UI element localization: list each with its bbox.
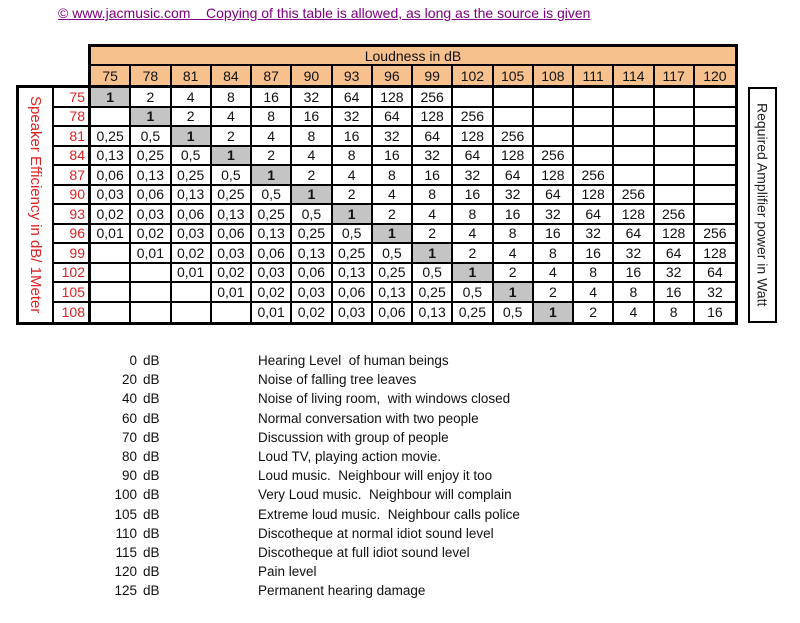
power-cell: 0,01 [91, 225, 131, 245]
power-cell [614, 166, 654, 186]
power-cell: 64 [614, 225, 654, 245]
power-cell: 32 [655, 264, 695, 284]
power-cell: 0,13 [91, 147, 131, 167]
power-cell [534, 108, 574, 128]
power-cell: 64 [655, 244, 695, 264]
power-cell [695, 205, 735, 225]
db-level-value: 70 [121, 429, 137, 445]
db-level-row [0, 543, 800, 562]
power-cell: 1 [91, 88, 131, 108]
row-header: 102 [52, 264, 88, 284]
db-level-unit: dB [143, 487, 160, 503]
db-level-description: Discussion with group of people [258, 429, 449, 445]
row-header: 99 [52, 244, 88, 264]
power-cell [172, 303, 212, 323]
power-cell: 1 [333, 205, 373, 225]
row-header: 93 [52, 205, 88, 225]
power-cell: 256 [614, 186, 654, 206]
power-cell: 256 [695, 225, 735, 245]
power-cell: 16 [333, 127, 373, 147]
power-cell: 4 [172, 88, 212, 108]
power-cell: 2 [494, 264, 534, 284]
power-cell: 0,25 [252, 205, 292, 225]
power-cell [172, 283, 212, 303]
power-cell: 0,5 [413, 264, 453, 284]
power-cell: 32 [373, 127, 413, 147]
power-cell: 16 [413, 166, 453, 186]
power-cell: 1 [494, 283, 534, 303]
power-cell: 16 [453, 186, 493, 206]
power-cell: 0,25 [453, 303, 493, 323]
loudness-col-header: 99 [413, 66, 453, 86]
power-cell [655, 166, 695, 186]
power-cell: 0,25 [333, 244, 373, 264]
power-cell: 16 [252, 88, 292, 108]
db-level-value: 115 [115, 544, 137, 560]
power-cell: 0,13 [292, 244, 332, 264]
power-cell: 1 [534, 303, 574, 323]
power-cell: 0,5 [212, 166, 252, 186]
db-level-value: 120 [114, 564, 137, 580]
power-cell: 16 [574, 244, 614, 264]
power-cell: 1 [413, 244, 453, 264]
row-header: 81 [52, 127, 88, 147]
power-cell [91, 244, 131, 264]
power-cell [453, 88, 493, 108]
power-cell: 64 [494, 166, 534, 186]
power-cell [91, 264, 131, 284]
power-cell: 32 [695, 283, 735, 303]
power-cell: 2 [453, 244, 493, 264]
db-level-value: 40 [121, 391, 137, 407]
db-level-value: 20 [121, 372, 137, 388]
power-cell [91, 303, 131, 323]
power-cell: 1 [212, 147, 252, 167]
power-cell: 0,5 [172, 147, 212, 167]
power-cell [655, 108, 695, 128]
power-cell: 1 [252, 166, 292, 186]
power-cell [494, 88, 534, 108]
power-cell: 8 [494, 225, 534, 245]
power-cell: 0,01 [131, 244, 171, 264]
power-cell: 2 [212, 127, 252, 147]
loudness-col-header: 117 [655, 66, 695, 86]
power-cell: 0,5 [292, 205, 332, 225]
power-cell [695, 108, 735, 128]
power-cell: 256 [413, 88, 453, 108]
loudness-col-header: 114 [614, 66, 654, 86]
power-cell: 64 [373, 108, 413, 128]
power-cell: 2 [172, 108, 212, 128]
power-cell: 8 [292, 127, 332, 147]
power-cell: 0,13 [373, 283, 413, 303]
power-cell: 0,06 [212, 225, 252, 245]
power-cell: 0,06 [292, 264, 332, 284]
power-cell: 1 [292, 186, 332, 206]
db-level-row [0, 428, 800, 447]
row-header: 105 [52, 283, 88, 303]
row-header: 108 [52, 303, 88, 323]
power-cell: 0,03 [91, 186, 131, 206]
power-cell: 128 [373, 88, 413, 108]
power-cell: 0,03 [131, 205, 171, 225]
loudness-col-header: 120 [703, 68, 727, 84]
db-level-row [0, 466, 800, 485]
power-cell: 128 [494, 147, 534, 167]
power-cell [574, 147, 614, 167]
db-level-description: Discotheque at full idiot sound level [258, 544, 470, 560]
power-cell [614, 147, 654, 167]
power-cell: 32 [292, 88, 332, 108]
power-cell: 0,5 [494, 303, 534, 323]
power-cell: 4 [292, 147, 332, 167]
power-cell: 0,25 [292, 225, 332, 245]
power-cell: 16 [655, 283, 695, 303]
power-cell: 16 [707, 304, 723, 321]
power-cell: 0,06 [172, 205, 212, 225]
db-level-unit: dB [143, 506, 160, 522]
row-header: 87 [52, 166, 88, 186]
copyright-source-link[interactable]: © www.jacmusic.com Copying of this table is allowed, as long as the source is given [58, 5, 591, 21]
power-cell: 0,13 [172, 186, 212, 206]
power-cell: 64 [695, 264, 735, 284]
db-level-row [0, 524, 800, 543]
db-level-description: Loud music. Neighbour will enjoy it too [258, 468, 493, 484]
power-cell: 2 [413, 225, 453, 245]
db-level-description: Loud TV, playing action movie. [258, 449, 442, 465]
power-cell: 0,5 [131, 127, 171, 147]
db-level-description: Very Loud music. Neighbour will complain [258, 487, 512, 503]
power-cell: 0,13 [333, 264, 373, 284]
power-cell: 0,02 [212, 264, 252, 284]
loudness-col-header: 75 [91, 66, 131, 86]
power-cell: 128 [655, 225, 695, 245]
power-cell: 0,5 [373, 244, 413, 264]
power-cell: 32 [574, 225, 614, 245]
loudness-col-header: 81 [172, 66, 212, 86]
loudness-header [88, 44, 738, 89]
amplifier-power-label: Required Amplifier power in Watt [754, 103, 771, 307]
power-cell: 0,25 [91, 127, 131, 147]
power-cell: 2 [574, 303, 614, 323]
power-cell [574, 108, 614, 128]
power-cell: 4 [413, 205, 453, 225]
power-cell: 0,13 [212, 205, 252, 225]
power-cell: 128 [574, 186, 614, 206]
power-cell [695, 127, 735, 147]
power-cell: 0,03 [252, 264, 292, 284]
power-cell [574, 88, 614, 108]
power-cell [91, 108, 131, 128]
power-cell: 0,03 [212, 244, 252, 264]
loudness-col-header: 90 [292, 66, 332, 86]
power-cell: 4 [252, 127, 292, 147]
power-cell [695, 147, 735, 167]
speaker-efficiency-box [16, 85, 91, 325]
power-cell: 1 [453, 264, 493, 284]
db-level-row [0, 370, 800, 389]
db-level-unit: dB [143, 544, 160, 560]
db-level-row [0, 447, 800, 466]
power-cell: 4 [333, 166, 373, 186]
power-cell: 8 [413, 186, 453, 206]
power-cell: 32 [614, 244, 654, 264]
power-cell: 1 [172, 127, 212, 147]
power-cell: 16 [373, 147, 413, 167]
db-level-row [0, 581, 800, 600]
power-cell: 0,03 [333, 303, 373, 323]
power-cell [655, 186, 695, 206]
db-level-unit: dB [143, 372, 160, 388]
power-cell: 0,02 [252, 283, 292, 303]
power-cell: 8 [373, 166, 413, 186]
power-cell: 0,06 [373, 303, 413, 323]
db-level-value: 80 [121, 449, 137, 465]
power-cell [212, 303, 252, 323]
db-level-description: Normal conversation with two people [258, 410, 479, 426]
amplifier-power-box [748, 87, 777, 323]
power-cell: 0,5 [333, 225, 373, 245]
power-cell: 0,01 [172, 264, 212, 284]
loudness-col-header: 93 [333, 66, 373, 86]
power-cell: 16 [534, 225, 574, 245]
power-cell: 0,06 [333, 283, 373, 303]
db-level-unit: dB [143, 353, 160, 369]
db-level-row [0, 389, 800, 408]
db-level-unit: dB [143, 583, 160, 599]
db-level-unit: dB [143, 564, 160, 580]
power-cell: 32 [534, 205, 574, 225]
power-cell: 256 [655, 205, 695, 225]
power-cell [695, 88, 735, 108]
db-level-description: Extreme loud music. Neighbour calls police [258, 506, 520, 522]
db-level-unit: dB [143, 391, 160, 407]
power-cell: 8 [212, 88, 252, 108]
power-cell [574, 127, 614, 147]
power-cell: 0,02 [292, 303, 332, 323]
loudness-col-header: 102 [453, 66, 493, 86]
power-cell: 0,03 [172, 225, 212, 245]
power-cell: 2 [333, 186, 373, 206]
power-cell: 0,13 [131, 166, 171, 186]
power-cell: 2 [373, 205, 413, 225]
power-cell: 128 [534, 166, 574, 186]
power-cell: 64 [534, 186, 574, 206]
db-level-value: 60 [121, 410, 137, 426]
power-cell [655, 147, 695, 167]
power-cell [695, 166, 735, 186]
power-cell: 0,25 [373, 264, 413, 284]
db-level-row [0, 351, 800, 370]
power-cell: 64 [333, 88, 373, 108]
power-cell: 128 [413, 108, 453, 128]
power-cell: 8 [574, 264, 614, 284]
db-level-value: 90 [121, 468, 137, 484]
power-cell: 0,03 [292, 283, 332, 303]
power-cell [131, 264, 171, 284]
power-cell: 4 [494, 244, 534, 264]
power-cell [614, 88, 654, 108]
db-level-description: Hearing Level of human beings [258, 353, 449, 369]
power-cell: 0,01 [252, 303, 292, 323]
loudness-col-header: 87 [252, 66, 292, 86]
power-cell: 256 [453, 108, 493, 128]
db-level-list [0, 351, 800, 600]
power-cell [614, 127, 654, 147]
power-cell: 0,13 [252, 225, 292, 245]
power-cell: 32 [494, 186, 534, 206]
db-level-value: 105 [114, 506, 137, 522]
db-level-value: 110 [115, 525, 137, 541]
power-cell: 0,02 [172, 244, 212, 264]
power-cell [695, 186, 735, 206]
db-level-description: Pain level [258, 564, 317, 580]
power-cell: 0,06 [252, 244, 292, 264]
power-cell: 16 [494, 205, 534, 225]
db-level-unit: dB [143, 429, 160, 445]
db-level-description: Noise of living room, with windows closed [258, 391, 511, 407]
power-cell [534, 127, 574, 147]
power-cell: 8 [252, 108, 292, 128]
loudness-col-header: 108 [534, 66, 574, 86]
power-cell: 256 [534, 147, 574, 167]
loudness-col-header: 105 [494, 66, 534, 86]
power-cell [655, 88, 695, 108]
db-level-unit: dB [143, 410, 160, 426]
power-cell: 128 [453, 127, 493, 147]
power-cell [91, 283, 131, 303]
row-header: 75 [52, 88, 88, 108]
power-cell: 1 [373, 225, 413, 245]
power-cell: 128 [695, 244, 735, 264]
power-cell: 32 [453, 166, 493, 186]
power-cell: 256 [574, 166, 614, 186]
speaker-efficiency-label: Speaker Efficiency in dB/ 1Meter [27, 96, 44, 314]
power-cell: 2 [292, 166, 332, 186]
power-cell [131, 303, 171, 323]
loudness-col-header: 84 [212, 66, 252, 86]
db-level-unit: dB [143, 525, 160, 541]
loudness-col-header: 111 [574, 66, 614, 86]
loudness-col-header-row [91, 66, 735, 86]
power-cell: 64 [413, 127, 453, 147]
loudness-col-header: 96 [373, 66, 413, 86]
db-level-unit: dB [143, 449, 160, 465]
power-cell: 0,02 [91, 205, 131, 225]
power-cell: 16 [614, 264, 654, 284]
power-grid [88, 85, 738, 325]
power-cell: 64 [453, 147, 493, 167]
power-cell: 16 [292, 108, 332, 128]
db-level-description: Noise of falling tree leaves [258, 372, 417, 388]
row-header: 84 [52, 147, 88, 167]
power-cell: 8 [655, 303, 695, 323]
power-cell [494, 108, 534, 128]
power-cell: 4 [453, 225, 493, 245]
row-header: 90 [52, 186, 88, 206]
power-cell: 0,5 [252, 186, 292, 206]
db-level-description: Discotheque at normal idiot sound level [258, 525, 494, 541]
power-cell: 128 [614, 205, 654, 225]
power-cell: 0,06 [131, 186, 171, 206]
power-cell: 0,25 [131, 147, 171, 167]
power-cell: 4 [373, 186, 413, 206]
db-level-row [0, 409, 800, 428]
power-cell: 2 [131, 88, 171, 108]
power-cell [131, 283, 171, 303]
power-cell: 0,25 [212, 186, 252, 206]
db-level-value: 0 [129, 353, 137, 369]
power-cell: 0,5 [453, 283, 493, 303]
db-level-unit: dB [143, 468, 160, 484]
power-cell: 8 [614, 283, 654, 303]
power-cell: 0,25 [413, 283, 453, 303]
row-header: 78 [52, 108, 88, 128]
power-cell: 4 [614, 303, 654, 323]
power-cell: 64 [574, 205, 614, 225]
db-level-row [0, 485, 800, 504]
power-cell: 8 [333, 147, 373, 167]
power-cell: 2 [252, 147, 292, 167]
power-cell [655, 127, 695, 147]
power-cell: 0,01 [212, 283, 252, 303]
power-cell: 8 [453, 205, 493, 225]
power-cell: 2 [534, 283, 574, 303]
power-cell: 8 [534, 244, 574, 264]
power-cell: 0,25 [172, 166, 212, 186]
power-cell: 4 [534, 264, 574, 284]
power-cell: 0,06 [91, 166, 131, 186]
db-level-value: 100 [114, 487, 137, 503]
db-level-row [0, 505, 800, 524]
power-cell: 256 [494, 127, 534, 147]
power-cell [534, 88, 574, 108]
db-level-description: Permanent hearing damage [258, 583, 426, 599]
row-header: 96 [52, 225, 88, 245]
power-cell: 4 [212, 108, 252, 128]
loudness-col-header: 78 [131, 66, 171, 86]
power-cell: 1 [131, 108, 171, 128]
power-cell: 0,13 [413, 303, 453, 323]
db-level-row [0, 562, 800, 581]
power-cell: 4 [574, 283, 614, 303]
power-cell: 32 [413, 147, 453, 167]
db-level-value: 125 [114, 583, 137, 599]
loudness-title: Loudness in dB [91, 47, 735, 66]
power-cell: 32 [333, 108, 373, 128]
power-cell [614, 108, 654, 128]
power-cell: 0,02 [131, 225, 171, 245]
